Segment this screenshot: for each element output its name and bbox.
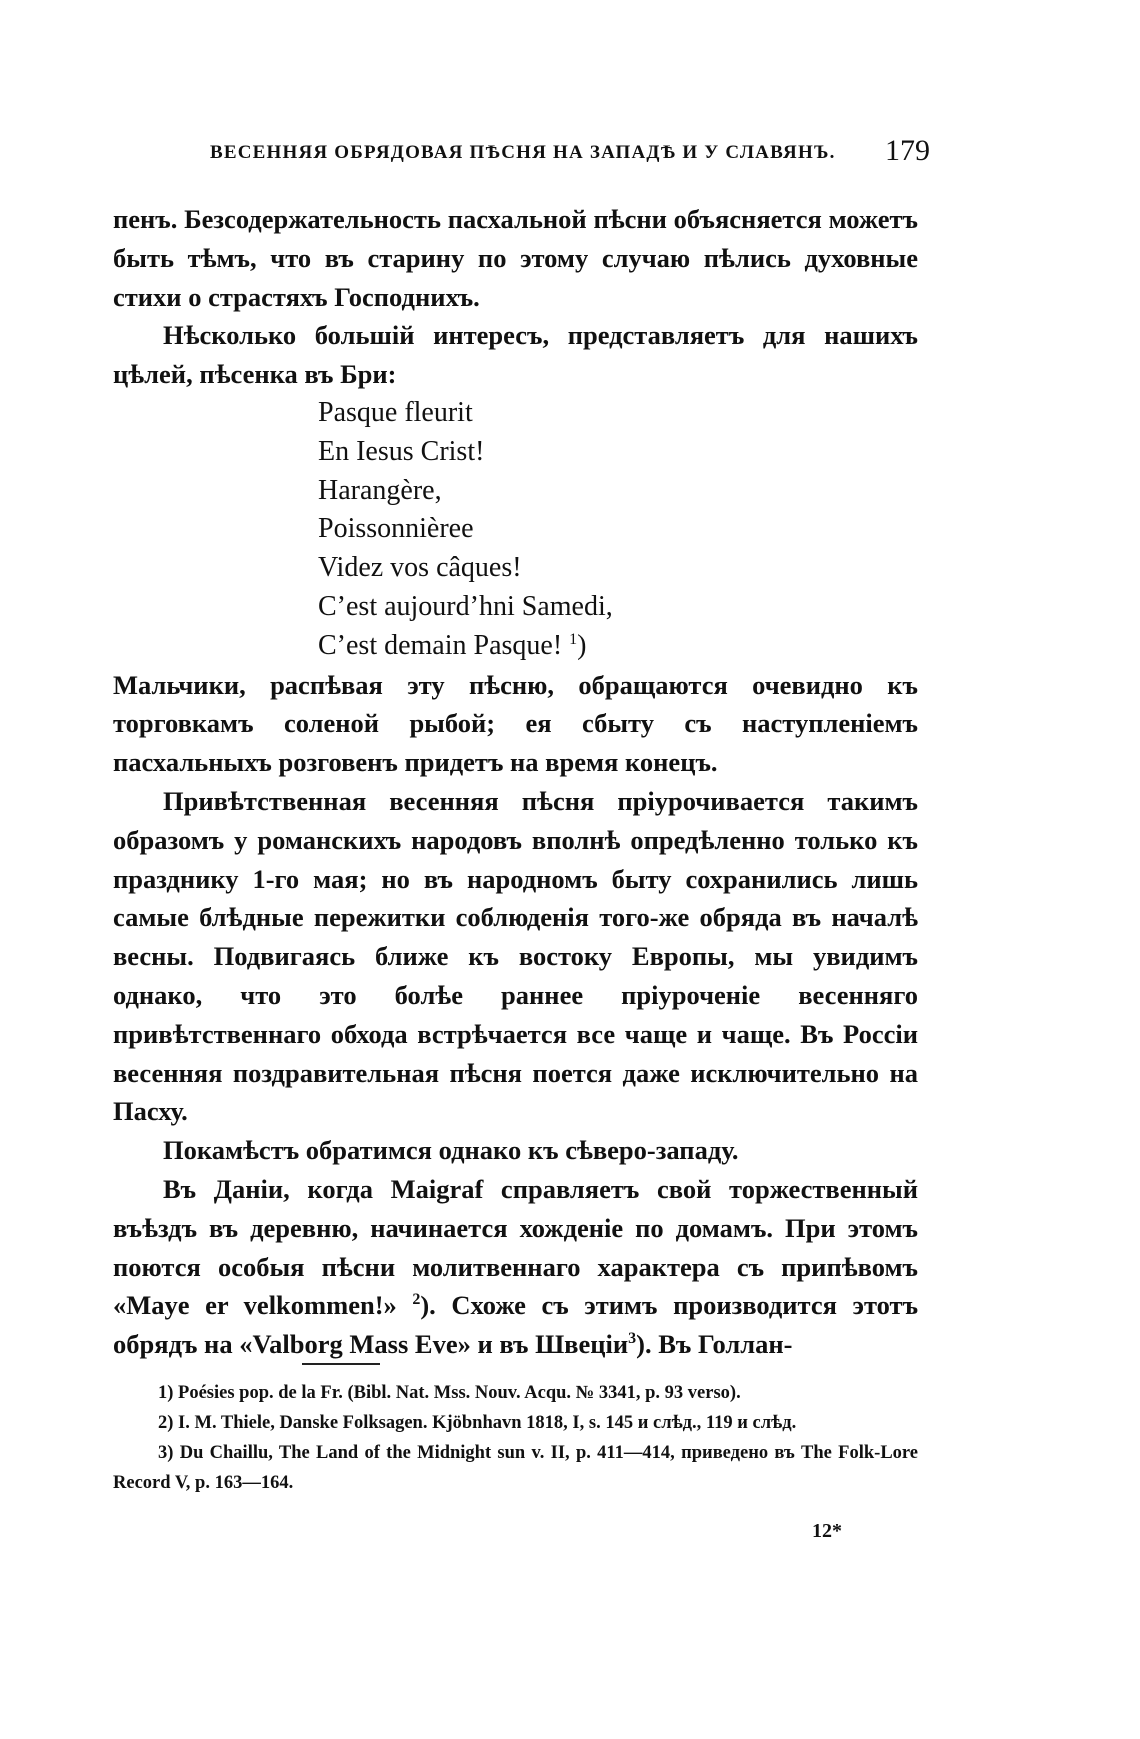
running-title: ВЕСЕННЯЯ ОБРЯДОВАЯ ПѢСНЯ НА ЗАПАДѢ И У СЛАВЯНЪ. bbox=[210, 142, 836, 163]
footnote-separator bbox=[302, 1363, 380, 1365]
signature-mark: 12* bbox=[812, 1520, 842, 1542]
paragraph-2: Нѣсколько большiй интересъ, представляетъ для нашихъ цѣлей, пѣсенка въ Бри: bbox=[113, 320, 918, 390]
paragraph-1: пенъ. Безсодержательность пасхальной пѣсни объясняется можетъ быть тѣмъ, что въ старину по этому случаю пѣлись духовные стихи о страстяхъ Господнихъ. bbox=[113, 204, 918, 312]
verse-quote bbox=[113, 394, 918, 666]
verse-line: Poissonnièree bbox=[318, 513, 474, 545]
paragraph-6 bbox=[113, 1170, 918, 1364]
footnote: 3) Du Chaillu, The Land of the Midnight sun v. II, p. 411—414, приведено въ The Folk-Lore Record V, p. 163—164. bbox=[113, 1443, 918, 1493]
verse-line: C’est demain Pasque! bbox=[318, 629, 563, 661]
verse-line: Harangère, bbox=[318, 474, 442, 506]
verse-line: Pasque fleurit bbox=[318, 396, 473, 428]
paragraph-5: Покамѣстъ обратимся однако къ сѣверо-западу. bbox=[163, 1135, 739, 1166]
paragraph-6-part-a: Въ Данiи, когда Maigraf справляетъ свой торжественный въѣздъ въ деревню, начинается хожденiе по домамъ. При этомъ поются особыя пѣсни молитвеннаго характера съ припѣвомъ «Maye er velkommen!» bbox=[113, 1173, 918, 1321]
verse-line-last bbox=[318, 627, 918, 666]
footnote-ref-3: 3 bbox=[628, 1330, 637, 1348]
verse-line: Videz vos câques! bbox=[318, 552, 522, 584]
running-header bbox=[210, 134, 930, 174]
paragraph-6-part-c: ). Въ Голлан- bbox=[636, 1329, 793, 1360]
footnote-ref-1: 1 bbox=[569, 630, 578, 648]
page-number: 179 bbox=[885, 134, 930, 167]
footnotes bbox=[113, 1378, 918, 1498]
main-text bbox=[113, 200, 918, 1364]
verse-line: En Iesus Crist! bbox=[318, 435, 485, 467]
footnote-ref-2: 2 bbox=[412, 1291, 421, 1309]
paragraph-3: Мальчики, распѣвая эту пѣсню, обращаются очевидно къ торговкамъ соленой рыбой; ея сбыту съ наступленiемъ пасхальныхъ розговенъ придетъ на время конецъ. bbox=[113, 669, 918, 778]
footnote: 1) Poésies pop. de la Fr. (Bibl. Nat. Mss. Nouv. Acqu. № 3341, p. 93 verso). bbox=[158, 1383, 741, 1403]
footnote: 2) I. M. Thiele, Danske Folksagen. Kjöbnhavn 1818, I, s. 145 и слѣд., 119 и слѣд. bbox=[158, 1413, 797, 1433]
footnote-ref-close: ) bbox=[577, 629, 587, 661]
paragraph-6-part-b: ). Схоже съ этимъ производится этотъ обрядъ на «Valborg Mass Eve» и въ Швецiи bbox=[113, 1290, 919, 1360]
paragraph-4: Привѣтственная весенняя пѣсня прiурочивается такимъ образомъ у романскихъ народовъ вполнѣ опредѣленно только къ празднику 1-го мая; но въ народномъ быту сохранились лишь самые блѣдные пережитки соблюденiя того-же обряда въ началѣ весны. Подвигаясь ближе къ востоку Европы, мы увидимъ однако, что это болѣе раннее прiуроченiе весенняго привѣтственнаго обхода встрѣчается все чаще и чаще. Въ Россiи весенняя поздравительная пѣсня поется даже исключительно на Пасху. bbox=[113, 785, 918, 1127]
verse-line: C’est aujourd’hni Samedi, bbox=[318, 590, 613, 622]
